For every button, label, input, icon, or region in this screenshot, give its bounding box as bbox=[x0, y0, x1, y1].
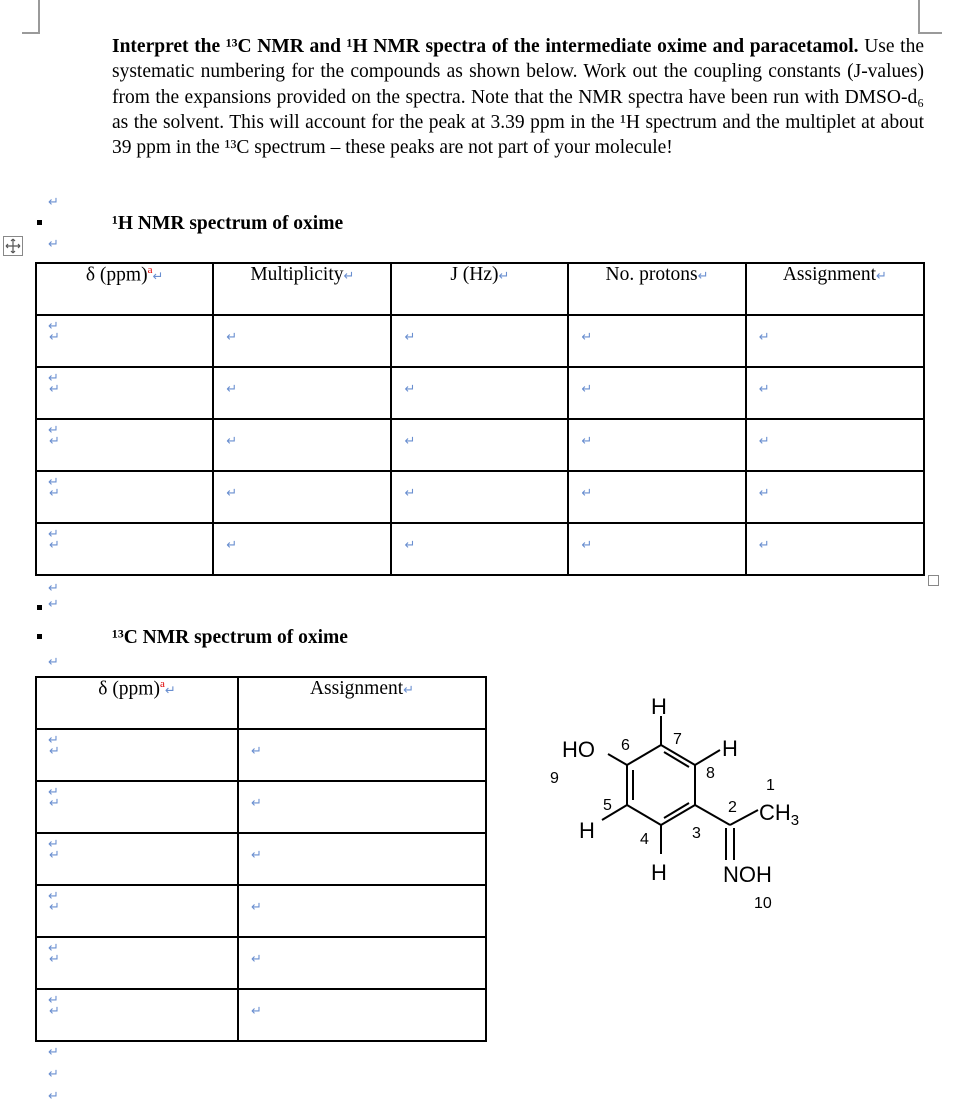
c-nmr-heading: ¹³C NMR spectrum of oxime bbox=[112, 627, 348, 648]
number-9: 9 bbox=[550, 770, 559, 787]
table-cell[interactable]: ↵ bbox=[746, 367, 924, 419]
table-cell[interactable]: ↵ bbox=[213, 419, 391, 471]
instructions-paragraph bbox=[112, 34, 924, 160]
table-cell[interactable]: ↵ bbox=[568, 471, 745, 523]
col-header-assignment[interactable]: Assignment↵ bbox=[238, 677, 486, 729]
row-end-mark: ↵ bbox=[48, 371, 59, 386]
table-cell[interactable]: ↵ bbox=[568, 523, 745, 575]
paragraph-mark: ↵ bbox=[48, 1089, 59, 1104]
table-row bbox=[36, 729, 486, 781]
table-cell[interactable]: ↵ bbox=[391, 315, 568, 367]
page-corner-top-right bbox=[918, 0, 942, 34]
number-1: 1 bbox=[766, 777, 775, 794]
bullet-mark bbox=[37, 220, 42, 225]
table-cell[interactable]: ↵ bbox=[391, 419, 568, 471]
row-end-mark: ↵ bbox=[48, 475, 59, 490]
table-cell[interactable]: ↵ bbox=[36, 781, 238, 833]
table-cell[interactable]: ↵ bbox=[568, 419, 745, 471]
paragraph-mark: ↵ bbox=[48, 655, 59, 670]
table-cell[interactable]: ↵ bbox=[36, 471, 213, 523]
col-header-j[interactable]: J (Hz)↵ bbox=[391, 263, 568, 315]
bullet-mark bbox=[37, 605, 42, 610]
table-row bbox=[36, 781, 486, 833]
table-row bbox=[36, 833, 486, 885]
table-cell[interactable]: ↵ bbox=[568, 315, 745, 367]
table-cell[interactable]: ↵ bbox=[36, 833, 238, 885]
atom-noh: NOH bbox=[723, 862, 772, 887]
paragraph-mark: ↵ bbox=[48, 1067, 59, 1082]
number-5: 5 bbox=[603, 797, 612, 814]
row-end-mark: ↵ bbox=[48, 319, 59, 334]
table-cell[interactable]: ↵ bbox=[36, 885, 238, 937]
table-cell[interactable]: ↵ bbox=[746, 471, 924, 523]
table-cell[interactable]: ↵ bbox=[36, 419, 213, 471]
table-cell[interactable]: ↵ bbox=[391, 471, 568, 523]
row-end-mark: ↵ bbox=[48, 527, 59, 542]
table-cell[interactable]: ↵ bbox=[36, 523, 213, 575]
col-header-shift[interactable]: δ (ppm)$^a$↵ bbox=[36, 263, 213, 315]
paragraph-mark: ↵ bbox=[48, 237, 59, 252]
atom-h-top: H bbox=[651, 694, 667, 719]
table-header-row bbox=[36, 677, 486, 729]
table-row bbox=[36, 315, 924, 367]
number-7: 7 bbox=[673, 731, 682, 748]
number-3: 3 bbox=[692, 825, 701, 842]
number-10: 10 bbox=[754, 895, 772, 912]
table-row bbox=[36, 471, 924, 523]
table-cell[interactable]: ↵ bbox=[36, 367, 213, 419]
c-nmr-table bbox=[35, 676, 487, 1042]
table-cell[interactable]: ↵ bbox=[391, 367, 568, 419]
number-8: 8 bbox=[706, 765, 715, 782]
table-row bbox=[36, 885, 486, 937]
row-end-mark: ↵ bbox=[48, 941, 59, 956]
oxime-structure bbox=[520, 686, 820, 916]
bullet-mark bbox=[37, 634, 42, 639]
table-move-handle[interactable] bbox=[3, 236, 23, 256]
table-cell[interactable]: ↵ bbox=[238, 781, 486, 833]
table-row bbox=[36, 367, 924, 419]
table-cell[interactable]: ↵ bbox=[213, 523, 391, 575]
table-row bbox=[36, 419, 924, 471]
table-cell[interactable]: ↵ bbox=[568, 367, 745, 419]
table-cell[interactable]: ↵ bbox=[238, 729, 486, 781]
atom-ch3: $CH_3$ bbox=[759, 800, 800, 829]
atom-h-left: H bbox=[579, 818, 595, 843]
page-corner-top-left bbox=[22, 0, 40, 34]
table-cell[interactable]: ↵ bbox=[238, 937, 486, 989]
col-header-multiplicity[interactable]: Multiplicity↵ bbox=[213, 263, 391, 315]
table-resize-handle[interactable] bbox=[928, 575, 939, 586]
paragraph-mark: ↵ bbox=[48, 597, 59, 612]
number-6: 6 bbox=[621, 737, 630, 754]
table-row bbox=[36, 523, 924, 575]
table-cell[interactable]: ↵ bbox=[213, 367, 391, 419]
table-cell[interactable]: ↵ bbox=[238, 989, 486, 1041]
col-header-protons[interactable]: No. protons↵ bbox=[568, 263, 745, 315]
row-end-mark: ↵ bbox=[48, 889, 59, 904]
h-nmr-heading: ¹H NMR spectrum of oxime bbox=[112, 213, 344, 234]
table-cell[interactable]: ↵ bbox=[36, 315, 213, 367]
table-cell[interactable]: ↵ bbox=[746, 419, 924, 471]
number-4: 4 bbox=[640, 831, 649, 848]
paragraph-mark: ↵ bbox=[48, 1045, 59, 1060]
table-cell[interactable]: ↵ bbox=[36, 937, 238, 989]
paragraph-mark: ↵ bbox=[48, 581, 59, 596]
col-header-assignment[interactable]: Assignment↵ bbox=[746, 263, 924, 315]
h-nmr-table bbox=[35, 262, 925, 576]
row-end-mark: ↵ bbox=[48, 785, 59, 800]
table-cell[interactable]: ↵ bbox=[746, 315, 924, 367]
table-cell[interactable]: ↵ bbox=[238, 833, 486, 885]
atom-h-bottom: H bbox=[651, 860, 667, 885]
row-end-mark: ↵ bbox=[48, 837, 59, 852]
row-end-mark: ↵ bbox=[48, 733, 59, 748]
row-end-mark: ↵ bbox=[48, 993, 59, 1008]
table-cell[interactable]: ↵ bbox=[746, 523, 924, 575]
instructions-body: Use the systematic numbering for the compounds as shown below. Work out the coupling constants (J-values) from the expansions provided on the spectra. Note that the NMR spectra have been run with DMSO-d₆ as the solvent. This will account for the peak at 3.39 ppm in the ¹H spectrum and the multiplet at about 39 ppm in the ¹³C spectrum – these peaks are not part of your molecule! bbox=[112, 36, 924, 159]
table-cell[interactable]: ↵ bbox=[213, 315, 391, 367]
table-cell[interactable]: ↵ bbox=[213, 471, 391, 523]
table-cell[interactable]: ↵ bbox=[36, 729, 238, 781]
instructions-lead: Interpret the ¹³C NMR and ¹H NMR spectra of the intermediate oxime and paracetamol. bbox=[112, 36, 859, 57]
col-header-shift[interactable]: δ (ppm)$^a$↵ bbox=[36, 677, 238, 729]
table-cell[interactable]: ↵ bbox=[238, 885, 486, 937]
move-arrows-icon bbox=[4, 237, 22, 255]
table-header-row bbox=[36, 263, 924, 315]
table-cell[interactable]: ↵ bbox=[36, 989, 238, 1041]
number-2: 2 bbox=[728, 799, 737, 816]
atom-h-right: H bbox=[722, 736, 738, 761]
paragraph-mark: ↵ bbox=[48, 195, 59, 210]
table-row bbox=[36, 989, 486, 1041]
row-end-mark: ↵ bbox=[48, 423, 59, 438]
atom-ho: HO bbox=[562, 737, 595, 762]
table-row bbox=[36, 937, 486, 989]
table-cell[interactable]: ↵ bbox=[391, 523, 568, 575]
